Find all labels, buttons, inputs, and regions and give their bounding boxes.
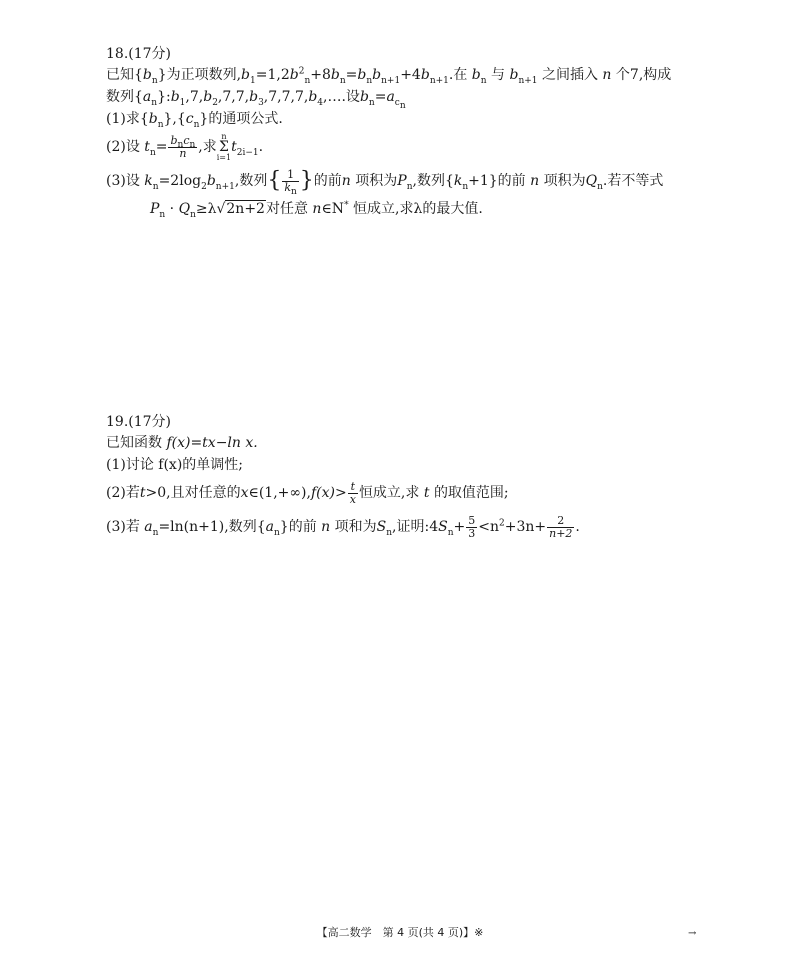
problem-18-statement-line-2: 数列$\{a_n\}:b_1,7,b_2,7,7,b_3,7,7,7,b_4,\dots$.设$b_n=a_{c_n}$: [106, 89, 406, 111]
fraction-t-over-x: $\frac{t}{x}$: [349, 479, 356, 506]
problem-19-part-3: (3)若 $a_n=\ln(n+1)$,数列$\{a_n\}$的前 n 项和为$S_n$,证明$:4S_n+$ $\frac{5}{3}$ $<n^2+3n+$ $\frac{2}{n+2}$ .: [106, 513, 580, 540]
corner-mark: →: [688, 928, 697, 939]
problem-18-statement-line-1: 已知$\{b_n\}$为正项数列$,b_1=1,2b^2_n+8b_n=b_nb_{n+1}+4b_{n+1}$.在 $b_n$ 与 $b_{n+1}$ 之间插入 n 个7,构成: [106, 66, 672, 86]
problem-18: [106, 44, 746, 220]
fraction-2-over-n-plus-2: $\frac{2}{n+2}$: [549, 513, 573, 540]
problem-19-part-2: (2)若t>0,且对任意的x∈(1,+∞),f(x)> $\frac{t}{x}$ 恒成立,求 t 的取值范围;: [106, 479, 509, 506]
summation-symbol: n Σ i=1: [216, 131, 232, 162]
page-footer: 【高二数学 第 4 页(共 4 页)】※: [316, 926, 484, 939]
fraction-bn-cn-over-n: $\frac{b_nc_n}{n}$: [170, 133, 196, 160]
problem-18-part-2: (2)设 $t_n=$ $\frac{b_nc_n}{n}$ ,求 n Σ i=1 $t_{2i-1}$.: [106, 131, 264, 162]
problem-19-heading: 19.(17分): [106, 414, 172, 430]
problem-18-part-3-inequality: $P_n \cdot Q_n\ge\lambda√2n+2$对任意 n∈N* 恒成立,求λ的最大值.: [150, 200, 483, 220]
fraction-5-over-3: $\frac{5}{3}$: [468, 513, 476, 540]
problem-18-heading: 18.(17分): [106, 46, 172, 62]
problem-19-part-1: (1)讨论 f(x)的单调性;: [106, 457, 243, 473]
problem-19: [106, 412, 746, 544]
problem-19-statement: 已知函数 f(x)=tx−ln x.: [106, 435, 258, 451]
problem-18-part-1: (1)求$\{b_n\},\{c_n\}$的通项公式.: [106, 111, 283, 130]
fraction-1-over-kn: $\frac{1}{k_n}$: [284, 167, 297, 197]
problem-18-part-3: (3)设 $k_n=2\log_2b_{n+1}$,数列{ $\frac{1}{k_n}$ }的前n 项积为$P_n$,数列$\{k_n+1\}$的前 n 项积为$Q_n$.若不等式: [106, 167, 664, 197]
